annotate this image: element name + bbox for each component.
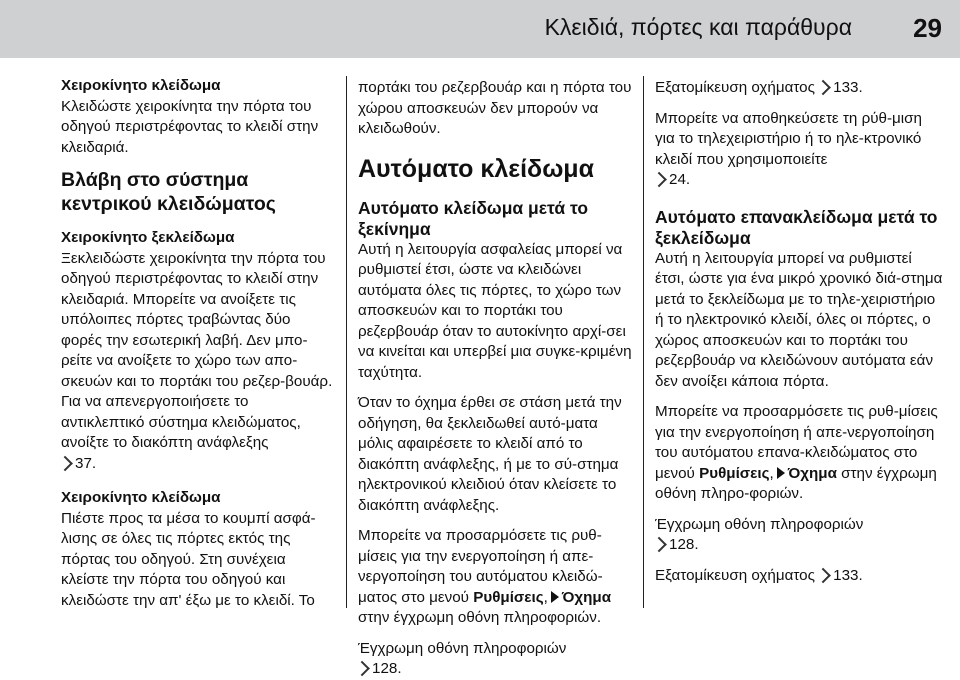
column-3	[655, 78, 945, 596]
page-reference-icon	[57, 456, 73, 472]
page-reference-icon	[651, 172, 667, 188]
page-reference[interactable]: 24.	[669, 171, 691, 188]
paragraph	[655, 515, 945, 556]
page-reference[interactable]: 128.	[669, 536, 699, 553]
body-text: Ξεκλειδώστε χειροκίνητα την πόρτα του οδηγού περιστρέφοντας το κλειδί στην κλειδαριά. Μπορείτε να ανοίξετε τις υπόλοιπες πόρτες τραβώντας δύο φορές την εσωτερική λαβή. Δεν μπο-ρείτε να ανοίξετε το χώρο των απο-σκευών και το πορτάκι του ρεζερ-βουάρ. Για να απενεργοποιήσετε το αντικλεπτικό σύστημα κλειδώματος, ανοίξτε το διακόπτη ανάφλεξης	[61, 249, 333, 451]
section-heading: Βλάβη στο σύστημα κεντρικού κλειδώματος	[61, 169, 276, 215]
column-2	[358, 78, 636, 680]
body-text: Πιέστε προς τα μέσα το κουμπί ασφά-λισης σε όλες τις πόρτες εκτός της πόρτας του οδηγού. Στη συνέχεια κλείστε την πόρτα του οδηγού και κλειδώστε την απ' έξω με το κλειδί. Το	[61, 509, 316, 609]
paragraph	[655, 78, 945, 99]
subsection-heading: Αυτόματο επανακλείδωμα μετά το ξεκλείδωμα	[655, 206, 938, 248]
separator: ,	[543, 588, 548, 606]
paragraph	[61, 488, 333, 611]
section-label: Χειροκίνητο κλείδωμα	[61, 77, 221, 94]
page-header-title: Κλειδιά, πόρτες και παράθυρα	[544, 14, 852, 40]
section-label: Χειροκίνητο κλείδωμα	[61, 489, 221, 506]
column-divider	[346, 76, 347, 608]
page-reference-icon	[815, 80, 831, 96]
body-text: στην έγχρωμη οθόνη πληροφοριών.	[358, 609, 602, 626]
column-divider	[643, 76, 644, 608]
body-text: Εξατομίκευση οχήματος	[655, 566, 815, 584]
body-text: Έγχρωμη οθόνη πληροφοριών	[655, 515, 864, 533]
menu-arrow-icon	[551, 591, 559, 603]
paragraph	[655, 109, 945, 191]
page-reference-icon	[651, 537, 667, 553]
body-text: Κλειδώστε χειροκίνητα την πόρτα του οδηγού περιστρέφοντας το κλειδί στην κλειδαριά.	[61, 97, 319, 156]
paragraph	[358, 639, 636, 680]
paragraph: Αυτή η λειτουργία μπορεί να ρυθμιστεί έτσι, ώστε για ένα μικρό χρονικό διά-στημα μετά το ξεκλείδωμα με το τηλε-χειριστήριο ή το ηλεκτρονικό κλειδί, όλες οι πόρτες, ο χώρος αποσκευών και το πορτάκι του ρεζερβουάρ να κλειδώνουν αυτόματα εάν δεν ανοίξει κάποια πόρτα.	[655, 249, 943, 390]
paragraph	[655, 566, 945, 587]
separator: ,	[769, 464, 774, 482]
page-header	[0, 0, 960, 58]
subsection-heading: Αυτόματο κλείδωμα μετά το ξεκίνημα	[358, 197, 589, 239]
page-reference-icon	[354, 661, 370, 677]
page-number: 29	[913, 13, 942, 43]
body-text: στην έγχρωμη οθόνη πληρο-φοριών.	[655, 464, 937, 502]
paragraph: Αυτή η λειτουργία ασφαλείας μπορεί να ρυθμιστεί έτσι, ώστε να κλειδώνει αυτόματα όλες τις πόρτες, το χώρο των αποσκευών και το πορτάκι του ρεζερβουάρ όταν το αυτοκίνητο αρχί-σει να κινείται και υπερβεί μια συγκε-κριμένη ταχύτητα.	[358, 240, 632, 381]
paragraph: πορτάκι του ρεζερβουάρ και η πόρτα του χώρου αποσκευών δεν μπορούν να κλειδωθούν.	[358, 79, 632, 137]
body-text: Εξατομίκευση οχήματος	[655, 79, 815, 96]
page-reference-icon	[815, 568, 831, 584]
page-reference[interactable]: 128.	[372, 660, 402, 677]
menu-item-vehicle: Όχημα	[561, 588, 612, 606]
body-text: Μπορείτε να προσαρμόσετε τις ρυθ-μίσεις για την ενεργοποίηση ή απε-νεργοποίηση του αυτόματου επανα-κλειδώματος στο μενού	[655, 403, 938, 482]
paragraph	[655, 402, 945, 505]
menu-item-settings: Ρυθμίσεις	[473, 588, 544, 606]
page-reference[interactable]: 133.	[833, 566, 863, 584]
menu-arrow-icon	[777, 467, 785, 479]
paragraph	[61, 76, 333, 158]
body-text: Έγχρωμη οθόνη πληροφοριών	[358, 639, 567, 657]
paragraph	[61, 228, 333, 474]
chapter-heading: Αυτόματο κλείδωμα	[358, 154, 594, 183]
paragraph: Όταν το όχημα έρθει σε στάση μετά την οδήγηση, θα ξεκλειδωθεί αυτό-ματα μόλις αφαιρέσετε το κλειδί από το διακόπτη ανάφλεξης, ή με το σύ-στημα ηλεκτρονικού κλειδιού όταν κλείσετε το διακόπτη ανάφλεξης.	[358, 394, 622, 514]
menu-item-vehicle: Όχημα	[787, 464, 837, 482]
column-1	[61, 76, 333, 621]
section-label: Χειροκίνητο ξεκλείδωμα	[61, 229, 235, 246]
body-text: Μπορείτε να προσαρμόσετε τις ρυθ-μίσεις για την ενεργοποίηση ή απε-νεργοποίηση του αυτόματου κλειδώ-ματος στο μενού	[358, 527, 603, 606]
body-text: Μπορείτε να αποθηκεύσετε τη ρύθ-μιση για το τηλεχειριστήριο ή το ηλε-κτρονικό κλειδί που χρησιμοποιείτε	[655, 109, 922, 168]
page-reference[interactable]: 133.	[833, 79, 863, 96]
menu-item-settings: Ρυθμίσεις	[699, 464, 770, 482]
page-reference[interactable]: 37.	[75, 454, 97, 472]
paragraph	[358, 526, 636, 629]
